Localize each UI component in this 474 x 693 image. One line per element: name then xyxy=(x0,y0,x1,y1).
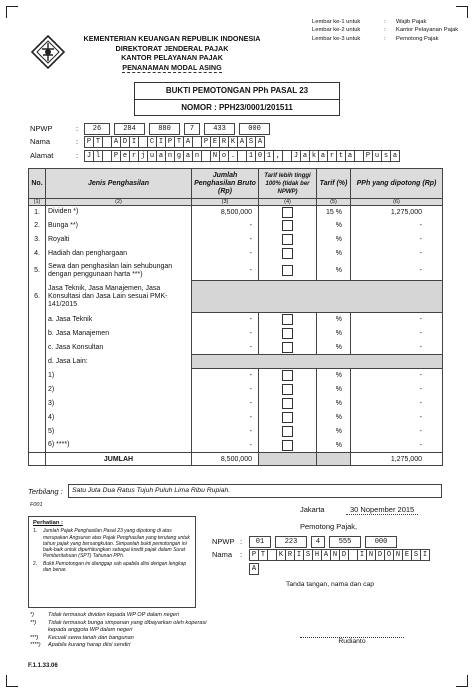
row-bruto[interactable]: - xyxy=(192,233,259,247)
ministry-emblem-icon xyxy=(30,34,66,70)
npwp-segment[interactable]: 223 xyxy=(275,536,307,548)
terbilang-row xyxy=(28,484,442,498)
row-number xyxy=(29,341,46,355)
char-cell[interactable]: N xyxy=(393,549,403,561)
city: Jakarta xyxy=(300,505,325,514)
col-header-no: No. xyxy=(29,169,46,199)
tarif-checkbox[interactable] xyxy=(282,328,293,339)
dist-label: Lembar ke-2 untuk xyxy=(312,27,361,34)
title-box xyxy=(134,82,340,116)
dist-target: Wajib Pajak xyxy=(396,19,427,25)
tarif-checkbox-cell xyxy=(259,439,317,453)
dist-label: Lembar ke-1 untuk xyxy=(312,19,361,25)
char-cell[interactable]: I xyxy=(420,549,430,561)
signature-caption: Tanda tangan, nama dan cap xyxy=(286,581,375,588)
row-pph[interactable]: - xyxy=(351,233,443,247)
ministry-line: KEMENTERIAN KEUANGAN REPUBLIK INDONESIA xyxy=(83,34,261,43)
row-pph[interactable]: - xyxy=(351,219,443,233)
npwp-colon: : xyxy=(76,124,79,133)
row-number xyxy=(29,369,46,383)
row-bruto[interactable]: - xyxy=(192,383,259,397)
char-cell[interactable]: r xyxy=(129,150,139,162)
row-tarif[interactable]: % xyxy=(317,369,351,383)
note-mark: *) xyxy=(30,612,35,618)
note-mark: **) xyxy=(30,619,37,626)
row-pph[interactable]: - xyxy=(351,397,443,411)
table-row xyxy=(29,327,443,341)
tarif-checkbox[interactable] xyxy=(282,370,293,381)
row-pph[interactable]: - xyxy=(351,369,443,383)
row-number: 6. xyxy=(29,281,46,313)
perhatian-num: 2. xyxy=(33,560,38,567)
row-bruto[interactable]: 8,500,000 xyxy=(192,206,259,219)
row-pph[interactable]: - xyxy=(351,383,443,397)
perhatian-text: Jumlah Pajak Penghasilan Pasal 23 yang dipotong di atas merupakan Angsuran atas Pajak Penghasilan yang terutang untuk tahun pajak yang bersangkutan. Simpanlah bukti pemotongan ini baik-baik untuk diperhitungkan sebagai kredit pajak dalam Surat Pemberitahuan (SPT) Tahunan PPh. xyxy=(43,528,190,560)
dist-colon: : xyxy=(384,27,386,34)
row-description: a. Jasa Teknik xyxy=(46,313,192,327)
row-description: Bunga **) xyxy=(46,219,192,233)
signer-npwp-label: NPWP xyxy=(212,537,235,546)
tarif-checkbox-cell xyxy=(259,261,317,281)
table-row xyxy=(29,397,443,411)
table-row xyxy=(29,219,443,233)
tarif-checkbox-cell xyxy=(259,425,317,439)
table-row xyxy=(29,341,443,355)
npwp-segment[interactable]: 880 xyxy=(149,123,180,135)
char-cell[interactable]: I xyxy=(294,549,304,561)
form-code: F001 xyxy=(30,502,43,508)
income-table xyxy=(28,168,443,466)
char-cell[interactable]: R xyxy=(285,549,295,561)
signer-npwp-colon: : xyxy=(240,537,243,546)
char-cell[interactable]: T xyxy=(258,549,268,561)
pemotong-label: Pemotong Pajak, xyxy=(300,522,358,531)
row-number xyxy=(29,327,46,341)
char-cell[interactable]: t xyxy=(336,150,346,162)
place-date xyxy=(300,505,418,515)
row-pph[interactable]: - xyxy=(351,313,443,327)
row-number xyxy=(29,439,46,453)
char-cell[interactable]: E xyxy=(402,549,412,561)
tarif-checkbox-cell xyxy=(259,341,317,355)
row-bruto[interactable]: - xyxy=(192,397,259,411)
char-cell[interactable]: e xyxy=(120,150,130,162)
char-cell[interactable]: N xyxy=(366,549,376,561)
row-description: 6) ****) xyxy=(46,439,192,453)
corner-mark xyxy=(6,6,18,18)
distribution-list xyxy=(312,18,458,43)
char-cell[interactable]: u xyxy=(147,150,157,162)
char-cell[interactable]: A xyxy=(183,136,193,148)
perhatian-num: 1. xyxy=(33,528,38,535)
row-bruto[interactable]: - xyxy=(192,369,259,383)
terbilang-label: Terbilang : xyxy=(28,486,63,496)
corner-mark xyxy=(456,6,468,18)
row-number xyxy=(29,383,46,397)
tarif-checkbox[interactable] xyxy=(282,398,293,409)
signer-nama-field[interactable] xyxy=(249,549,429,561)
signer-nama-colon: : xyxy=(240,550,243,559)
row-tarif[interactable]: % xyxy=(317,411,351,425)
npwp-segment[interactable]: 284 xyxy=(114,123,145,135)
col-index: (6) xyxy=(351,199,443,206)
char-cell[interactable]: P xyxy=(165,136,175,148)
table-row xyxy=(29,281,443,313)
npwp-segment[interactable]: 000 xyxy=(239,123,270,135)
row-number xyxy=(29,313,46,327)
col-index: (4) xyxy=(259,199,317,206)
grey-cell xyxy=(192,355,443,369)
corner-mark xyxy=(456,675,468,687)
char-cell[interactable]: K xyxy=(228,136,238,148)
form-number: NOMOR : PPH23/0001/201511 xyxy=(181,103,293,112)
char-cell[interactable]: o xyxy=(219,150,229,162)
row-tarif[interactable]: % xyxy=(317,383,351,397)
row-pph[interactable]: 1,275,000 xyxy=(351,206,443,219)
char-cell[interactable]: N xyxy=(210,150,220,162)
table-row xyxy=(29,425,443,439)
char-cell[interactable]: I xyxy=(156,136,166,148)
tarif-checkbox[interactable] xyxy=(282,207,293,218)
col-header-jenis: Jenis Penghasilan xyxy=(46,169,192,199)
char-cell[interactable]: n xyxy=(165,150,175,162)
char-cell[interactable]: n xyxy=(192,150,202,162)
npwp-segment[interactable]: 26 xyxy=(84,123,110,135)
row-pph[interactable]: - xyxy=(351,411,443,425)
date-field[interactable]: 30 Nopember 2015 xyxy=(346,505,418,515)
row-pph[interactable]: - xyxy=(351,425,443,439)
row-description: 2) xyxy=(46,383,192,397)
dist-colon: : xyxy=(384,19,386,25)
row-tarif[interactable]: % xyxy=(317,233,351,247)
tarif-checkbox[interactable] xyxy=(282,248,293,259)
table-row xyxy=(29,411,443,425)
table-row xyxy=(29,261,443,281)
tarif-checkbox-cell xyxy=(259,397,317,411)
dist-colon: : xyxy=(384,35,386,42)
row-description: Sewa dan penghasilan lain sehubungan dengan penggunaan harta ***) xyxy=(46,261,192,281)
row-bruto[interactable]: - xyxy=(192,219,259,233)
tarif-checkbox[interactable] xyxy=(282,234,293,245)
row-description: Royalti xyxy=(46,233,192,247)
alamat-label: Alamat xyxy=(30,151,54,160)
row-description: 4) xyxy=(46,411,192,425)
row-tarif[interactable]: % xyxy=(317,439,351,453)
tarif-checkbox[interactable] xyxy=(282,384,293,395)
row-pph[interactable]: - xyxy=(351,327,443,341)
row-number xyxy=(29,397,46,411)
row-bruto[interactable]: - xyxy=(192,439,259,453)
ministry-line: PENANAMAN MODAL ASING xyxy=(122,62,222,72)
total-row xyxy=(29,453,443,466)
char-cell[interactable]: N xyxy=(330,549,340,561)
npwp-segment[interactable]: 7 xyxy=(184,123,200,135)
row-bruto[interactable]: - xyxy=(192,411,259,425)
char-cell[interactable]: H xyxy=(312,549,322,561)
char-cell[interactable]: a xyxy=(156,150,166,162)
tarif-checkbox[interactable] xyxy=(282,426,293,437)
col-header-tarif-lebih: Tarif lebih tinggi 100% (tidak ber NPWP) xyxy=(259,169,317,199)
row-number xyxy=(29,355,46,369)
char-cell[interactable]: D xyxy=(339,549,349,561)
terbilang-value[interactable]: Satu Juta Dua Ratus Tujuh Puluh Lima Ribu Rupiah. xyxy=(68,484,442,498)
ministry-line: DIREKTORAT JENDERAL PAJAK xyxy=(115,43,229,53)
row-number: 4. xyxy=(29,247,46,261)
char-cell[interactable]: A xyxy=(237,136,247,148)
char-cell[interactable]: D xyxy=(120,136,130,148)
row-tarif[interactable]: % xyxy=(317,327,351,341)
row-tarif[interactable]: % xyxy=(317,425,351,439)
row-description: Jasa Teknik, Jasa Manajemen, Jasa Konsultasi dan Jasa Lain sesuai PMK-141/2015 xyxy=(46,281,192,313)
tarif-checkbox[interactable] xyxy=(282,265,293,276)
dist-target: Kantor Pelayanan Pajak xyxy=(396,27,459,34)
col-index: (3) xyxy=(192,199,259,206)
tarif-checkbox-cell xyxy=(259,247,317,261)
signer-name: Rudianto xyxy=(300,637,404,645)
npwp-segment[interactable]: 433 xyxy=(204,123,235,135)
char-cell[interactable]: T xyxy=(174,136,184,148)
row-bruto[interactable]: - xyxy=(192,261,259,281)
total-pph: 1,275,000 xyxy=(351,453,443,466)
perhatian-box xyxy=(28,516,196,608)
row-bruto[interactable]: - xyxy=(192,425,259,439)
row-pph[interactable]: - xyxy=(351,439,443,453)
char-cell[interactable]: P xyxy=(249,549,259,561)
tarif-checkbox[interactable] xyxy=(282,440,293,451)
alamat-colon: : xyxy=(76,151,79,160)
row-description: 3) xyxy=(46,397,192,411)
char-cell[interactable]: S xyxy=(411,549,421,561)
row-bruto[interactable]: - xyxy=(192,313,259,327)
row-number: 2. xyxy=(29,219,46,233)
char-cell[interactable]: A xyxy=(249,563,259,575)
char-cell[interactable]: P xyxy=(201,136,211,148)
tarif-checkbox-cell xyxy=(259,383,317,397)
row-description: Dividen *) xyxy=(46,206,192,219)
char-cell[interactable]: a xyxy=(390,150,400,162)
row-number xyxy=(29,411,46,425)
char-cell[interactable]: K xyxy=(276,549,286,561)
row-tarif[interactable]: % xyxy=(317,261,351,281)
col-index: (5) xyxy=(317,199,351,206)
note-text: Tidak termasuk dividen kepada WP OP dalam negeri xyxy=(48,612,180,618)
tarif-checkbox-cell xyxy=(259,219,317,233)
row-tarif[interactable]: % xyxy=(317,313,351,327)
char-cell[interactable]: D xyxy=(375,549,385,561)
char-cell[interactable]: E xyxy=(210,136,220,148)
tarif-checkbox-cell xyxy=(259,369,317,383)
row-description: b. Jasa Manajemen xyxy=(46,327,192,341)
signer-nama-label: Nama xyxy=(212,550,233,559)
perhatian-title: Perhatian : xyxy=(33,520,63,526)
char-cell[interactable]: I xyxy=(357,549,367,561)
char-cell[interactable]: 0 xyxy=(255,150,265,162)
char-cell[interactable]: 1 xyxy=(264,150,274,162)
table-row xyxy=(29,247,443,261)
col-header-bruto: Jumlah Penghasilan Bruto (Rp) xyxy=(192,169,259,199)
total-bruto: 8,500,000 xyxy=(192,453,259,466)
nama-field[interactable] xyxy=(84,136,264,148)
row-pph[interactable]: - xyxy=(351,261,443,281)
row-tarif[interactable]: % xyxy=(317,247,351,261)
ministry-line: KANTOR PELAYANAN PAJAK xyxy=(121,53,223,63)
tarif-checkbox-cell xyxy=(259,313,317,327)
row-number: 1. xyxy=(29,206,46,219)
char-cell[interactable]: g xyxy=(174,150,184,162)
char-cell[interactable]: , xyxy=(273,150,283,162)
dist-label: Lembar ke-3 untuk xyxy=(312,35,361,42)
char-cell[interactable]: l xyxy=(93,150,103,162)
row-description: c. Jasa Konsultan xyxy=(46,341,192,355)
row-description: Hadiah dan penghargaan xyxy=(46,247,192,261)
signer-extra-field[interactable] xyxy=(249,563,258,575)
npwp-label: NPWP xyxy=(30,124,53,133)
note-mark: ****) xyxy=(30,642,41,649)
total-label: JUMLAH xyxy=(46,453,192,466)
char-cell[interactable]: P xyxy=(84,136,94,148)
char-cell[interactable]: A xyxy=(111,136,121,148)
row-description: 1) xyxy=(46,369,192,383)
tarif-checkbox[interactable] xyxy=(282,314,293,325)
npwp-segment[interactable]: 01 xyxy=(249,536,271,548)
char-cell[interactable]: j xyxy=(138,150,148,162)
note-text: Apabila kurang harap diisi sendiri xyxy=(48,642,131,649)
char-cell[interactable]: a xyxy=(300,150,310,162)
note-text: Kecuali sewa tanah dan bangunan xyxy=(48,634,134,641)
tarif-checkbox[interactable] xyxy=(282,412,293,423)
table-row xyxy=(29,439,443,453)
char-cell[interactable]: a xyxy=(183,150,193,162)
table-row xyxy=(29,206,443,219)
form-code-footer: F.1.1.33.06 xyxy=(28,663,58,669)
row-description: d. Jasa Lain: xyxy=(46,355,192,369)
perhatian-item xyxy=(33,528,191,559)
table-row xyxy=(29,313,443,327)
tarif-checkbox-cell xyxy=(259,233,317,247)
footnotes xyxy=(30,612,208,650)
col-index: (2) xyxy=(46,199,192,206)
row-pph[interactable]: - xyxy=(351,247,443,261)
char-cell[interactable]: a xyxy=(318,150,328,162)
corner-mark xyxy=(6,675,18,687)
ministry-header xyxy=(74,34,270,73)
char-cell[interactable]: S xyxy=(246,136,256,148)
row-bruto[interactable]: - xyxy=(192,247,259,261)
tarif-checkbox-cell xyxy=(259,411,317,425)
table-row xyxy=(29,355,443,369)
signer-npwp-field[interactable] xyxy=(249,536,396,548)
char-cell[interactable]: R xyxy=(219,136,229,148)
col-header-pph: PPh yang dipotong (Rp) xyxy=(351,169,443,199)
row-bruto[interactable]: - xyxy=(192,327,259,341)
tarif-checkbox-cell xyxy=(259,206,317,219)
note-mark: ***) xyxy=(30,634,39,641)
col-header-tarif: Tarif (%) xyxy=(317,169,351,199)
note-text: Tidak termasuk bunga simpanan yang dibayarkan oleh koperasi kepada anggota WP dalam negeri xyxy=(48,619,207,634)
char-cell[interactable]: S xyxy=(303,549,313,561)
char-cell[interactable]: J xyxy=(84,150,94,162)
nama-label: Nama xyxy=(30,137,51,146)
char-cell[interactable]: u xyxy=(372,150,382,162)
dist-target: Pemotong Pajak xyxy=(396,35,439,42)
char-cell[interactable]: C xyxy=(147,136,157,148)
char-cell[interactable]: T xyxy=(93,136,103,148)
npwp-segment[interactable]: 555 xyxy=(329,536,361,548)
form-title: BUKTI PEMOTONGAN PPh PASAL 23 xyxy=(135,83,339,100)
tarif-checkbox-cell xyxy=(259,327,317,341)
row-pph[interactable]: - xyxy=(351,341,443,355)
row-tarif[interactable]: % xyxy=(317,397,351,411)
row-number xyxy=(29,425,46,439)
char-cell[interactable]: k xyxy=(309,150,319,162)
tarif-checkbox[interactable] xyxy=(282,220,293,231)
table-row xyxy=(29,233,443,247)
char-cell[interactable]: r xyxy=(327,150,337,162)
char-cell[interactable]: O xyxy=(384,549,394,561)
row-tarif[interactable]: 15 % xyxy=(317,206,351,219)
char-cell[interactable]: a xyxy=(345,150,355,162)
row-bruto[interactable]: - xyxy=(192,341,259,355)
row-description: 5) xyxy=(46,425,192,439)
char-cell[interactable]: 1 xyxy=(246,150,256,162)
table-row xyxy=(29,369,443,383)
npwp-segment[interactable]: 000 xyxy=(365,536,397,548)
char-cell[interactable]: P xyxy=(363,150,373,162)
row-number: 3. xyxy=(29,233,46,247)
char-cell[interactable]: P xyxy=(111,150,121,162)
col-index: (1) xyxy=(29,199,46,206)
npwp-segment[interactable]: 4 xyxy=(311,536,325,548)
npwp-field[interactable] xyxy=(84,123,269,135)
perhatian-item xyxy=(33,561,191,574)
char-cell[interactable]: J xyxy=(291,150,301,162)
row-tarif[interactable]: % xyxy=(317,341,351,355)
char-cell[interactable]: A xyxy=(255,136,265,148)
char-cell[interactable]: s xyxy=(381,150,391,162)
perhatian-text: Bukti Pemotongan ini dianggap sah apabila diisi dengan lengkap dan benar. xyxy=(43,560,187,574)
char-cell[interactable]: I xyxy=(129,136,139,148)
char-cell[interactable]: A xyxy=(321,549,331,561)
nama-colon: : xyxy=(76,137,79,146)
char-cell[interactable]: . xyxy=(228,150,238,162)
grey-cell xyxy=(192,281,443,313)
table-row xyxy=(29,383,443,397)
alamat-field[interactable] xyxy=(84,150,399,162)
row-tarif[interactable]: % xyxy=(317,219,351,233)
row-number: 5. xyxy=(29,261,46,281)
tarif-checkbox[interactable] xyxy=(282,342,293,353)
